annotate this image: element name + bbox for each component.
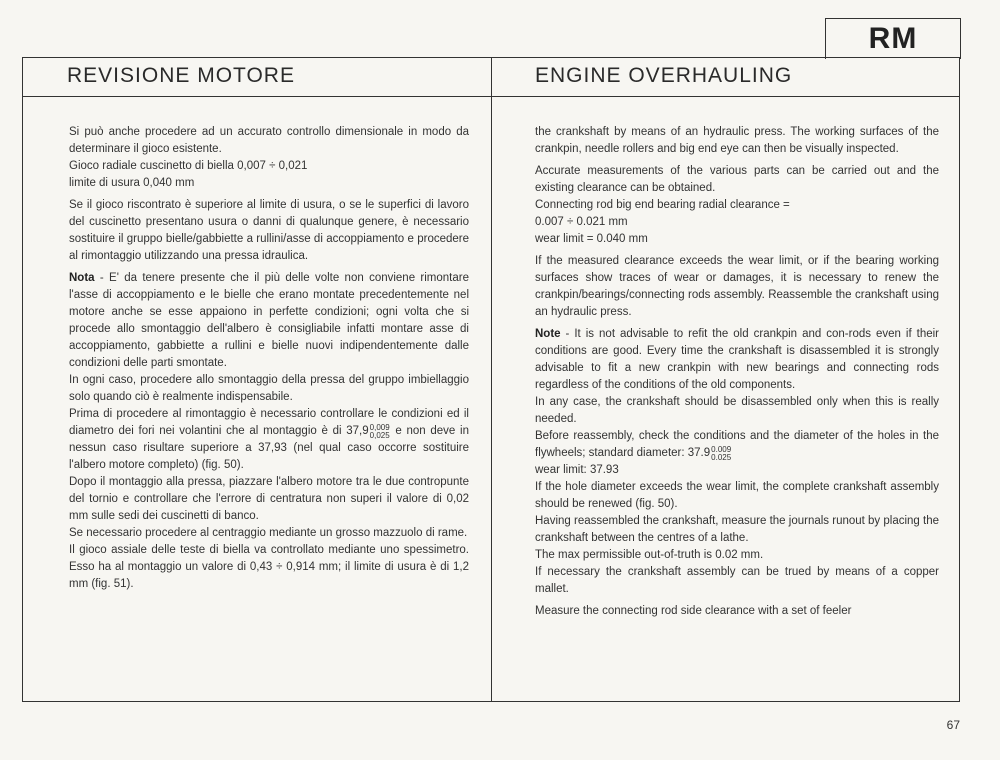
column-divider bbox=[491, 58, 492, 701]
paragraph: Si può anche procedere ad un accurato controllo dimensionale in modo da determinare il gioco esistente. bbox=[69, 126, 469, 155]
note-text: - E' da tenere presente che il più delle volte non conviene rimontare l'asse di accoppiamento e le bielle che erano montate precedentemente nel motore anche se esse appaiono in perfette condizioni; ogni volta che si procede allo smontaggio dell'albero è consigliabile infatti montare asse di accoppiamento, gabbiette a rullini e bielle nuovi indipendentemente dalle condizioni delle parti smontate. bbox=[69, 272, 469, 369]
tolerance-bottom: 0.025 bbox=[711, 453, 732, 462]
paragraph: Il gioco assiale delle teste di biella va controllato mediante uno spessimetro. Esso ha al montaggio un valore di 0,43 ÷ 0,914 mm; il limite di usura è di 1,2 mm (fig. 51). bbox=[69, 544, 469, 590]
paragraph: the crankshaft by means of an hydraulic press. The working surfaces of the crankpin, needle rollers and big end eye can then be visually inspected. bbox=[535, 126, 939, 155]
section-code: RM bbox=[868, 22, 918, 55]
tolerance-top: 0,009 bbox=[369, 423, 390, 432]
clearance-line: Gioco radiale cuscinetto di biella 0,007 ÷ 0,021 bbox=[69, 160, 308, 172]
paragraph-part: Prima di procedere al rimontaggio è necessario controllare le condizioni ed il diametro dei fori nei volantini che al montaggio è di 37,9 bbox=[69, 408, 469, 437]
english-title: ENGINE OVERHAULING bbox=[535, 64, 793, 87]
page-frame bbox=[22, 57, 960, 702]
tolerance-fraction bbox=[370, 424, 390, 440]
paragraph: Se necessario procedere al centraggio mediante un grosso mazzuolo di rame. bbox=[69, 527, 468, 539]
paragraph-part: Before reassembly, check the conditions and the diameter of the holes in the flywheels; standard diameter: 37.9 bbox=[535, 430, 939, 459]
clearance-line: Connecting rod big end bearing radial clearance = bbox=[535, 199, 790, 211]
page-number: 67 bbox=[946, 718, 960, 732]
note-text: - It is not advisable to refit the old crankpin and con-rods even if their conditions are good. Every time the crankshaft is disassembled it is strongly advisable to fit a new crankpin with new bearings and connecting rods regardless of the conditions of the old components. bbox=[535, 328, 939, 391]
paragraph: Measure the connecting rod side clearance with a set of feeler bbox=[535, 605, 852, 617]
paragraph: If necessary the crankshaft assembly can be trued by means of a copper mallet. bbox=[535, 566, 939, 595]
paragraph: Having reassembled the crankshaft, measure the journals runout by placing the crankshaft between the centres of a lathe. bbox=[535, 515, 940, 544]
note-paragraph bbox=[535, 326, 939, 394]
paragraph bbox=[69, 406, 469, 474]
section-code-badge bbox=[825, 18, 961, 59]
paragraph bbox=[535, 428, 939, 462]
paragraph: If the hole diameter exceeds the wear limit, the complete crankshaft assembly should be renewed (fig. 50). bbox=[535, 481, 939, 510]
italian-column bbox=[69, 124, 469, 598]
wear-limit-line: limite di usura 0,040 mm bbox=[69, 177, 195, 189]
note-paragraph bbox=[69, 270, 469, 372]
note-label: Nota bbox=[69, 272, 95, 284]
paragraph-part: e non deve in nessun caso risultare superiore a 37,93 (nel qual caso occorre sostituire l'albero motore completo) (fig. 50). bbox=[69, 425, 469, 471]
clearance-value-line: 0.007 ÷ 0.021 mm bbox=[535, 216, 628, 228]
paragraph: Se il gioco riscontrato è superiore al limite di usura, o se le superfici di lavoro del cuscinetto presentano usura o danni di qualunque genere, è necessario sostituire il gruppo bielle/gabbiette a rullini/asse di accoppiamento e procedere al rimontaggio utilizzando una pressa idraulica. bbox=[69, 199, 469, 262]
tolerance-fraction bbox=[711, 446, 731, 462]
english-column bbox=[535, 124, 939, 620]
paragraph: In ogni caso, procedere allo smontaggio della pressa del gruppo imbiellaggio solo quando ciò è realmente indispensabile. bbox=[69, 374, 469, 403]
paragraph: In any case, the crankshaft should be disassembled only when this is really needed. bbox=[535, 396, 939, 425]
paragraph: If the measured clearance exceeds the wear limit, or if the bearing working surfaces show traces of wear or damages, it is necessary to renew the crankpin/bearings/connecting rods assembly. Reassemble the crankshaft using an hydraulic press. bbox=[535, 255, 939, 318]
wear-limit-line: wear limit: 37.93 bbox=[535, 464, 619, 476]
paragraph: The max permissible out-of-truth is 0.02 mm. bbox=[535, 549, 764, 561]
paragraph: Accurate measurements of the various parts can be carried out and the existing clearance can be obtained. bbox=[535, 165, 939, 194]
italian-title: REVISIONE MOTORE bbox=[67, 64, 295, 87]
wear-limit-line: wear limit = 0.040 mm bbox=[535, 233, 648, 245]
note-label: Note bbox=[535, 328, 561, 340]
tolerance-top: 0.009 bbox=[711, 445, 732, 454]
tolerance-bottom: 0,025 bbox=[369, 431, 390, 440]
paragraph: Dopo il montaggio alla pressa, piazzare l'albero motore tra le due contropunte del tornio e controllare che l'errore di centratura non superi il valore di 0,02 mm sulle sedi dei cuscinetti di banco. bbox=[69, 476, 469, 522]
